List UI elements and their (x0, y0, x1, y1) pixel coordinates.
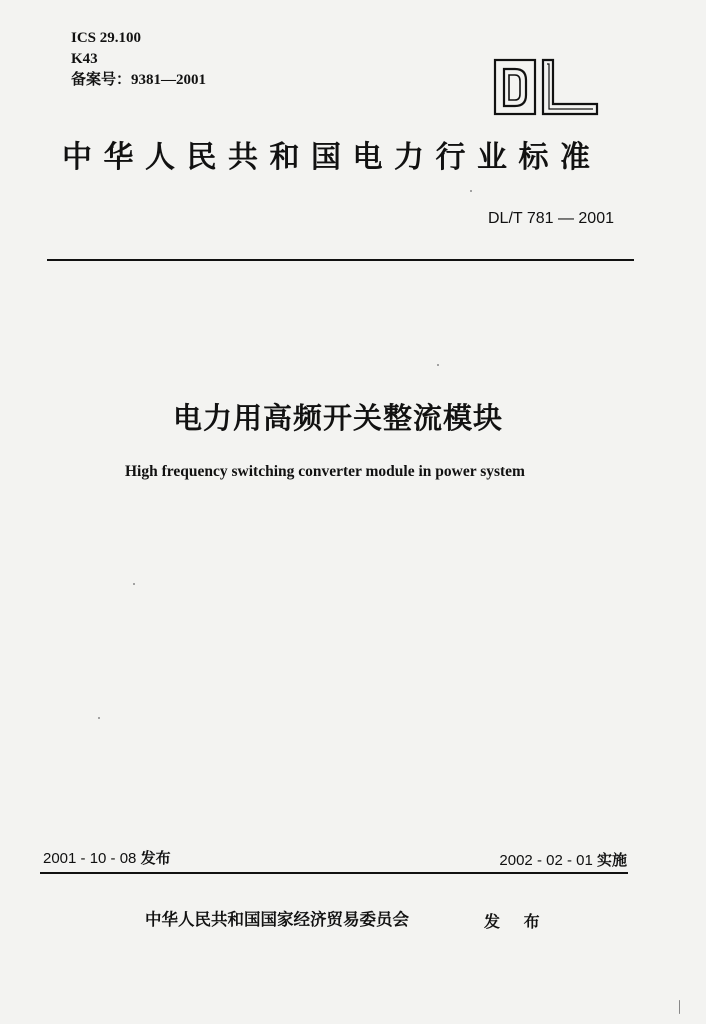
issue-date: 2001 - 10 - 08 (43, 850, 137, 867)
standard-number: DL/T 781 — 2001 (487, 210, 614, 227)
scan-speck (98, 717, 100, 719)
scan-speck (679, 1000, 680, 1014)
scan-speck (437, 364, 439, 366)
title-chinese-text: 电力用高频开关整流模块 (172, 401, 503, 435)
scan-speck (470, 190, 472, 192)
publisher-label: 发 布 (484, 912, 549, 931)
scan-speck (133, 583, 135, 585)
implementation-date: 2002 - 02 - 01 (499, 852, 593, 869)
title-english: High frequency switching converter module in power system (125, 463, 525, 480)
issue-date-block (43, 847, 171, 868)
classification-block (71, 28, 206, 91)
top-divider (47, 259, 634, 261)
publisher-name: 中华人民共和国国家经济贸易委员会 (145, 910, 409, 929)
bottom-divider (40, 872, 628, 874)
dl-logo-icon (493, 58, 601, 118)
title-chinese (0, 396, 706, 437)
ics-code: ICS 29.100 (71, 30, 142, 46)
implementation-date-block (499, 849, 627, 870)
implementation-label: 实施 (596, 851, 627, 869)
ccs-code: K43 (71, 51, 98, 67)
record-number: 备案号：9381—2001 (71, 72, 207, 88)
issuing-authority-title: 中华人民共和国电力行业标准 (62, 140, 602, 175)
issue-label: 发布 (140, 849, 171, 867)
